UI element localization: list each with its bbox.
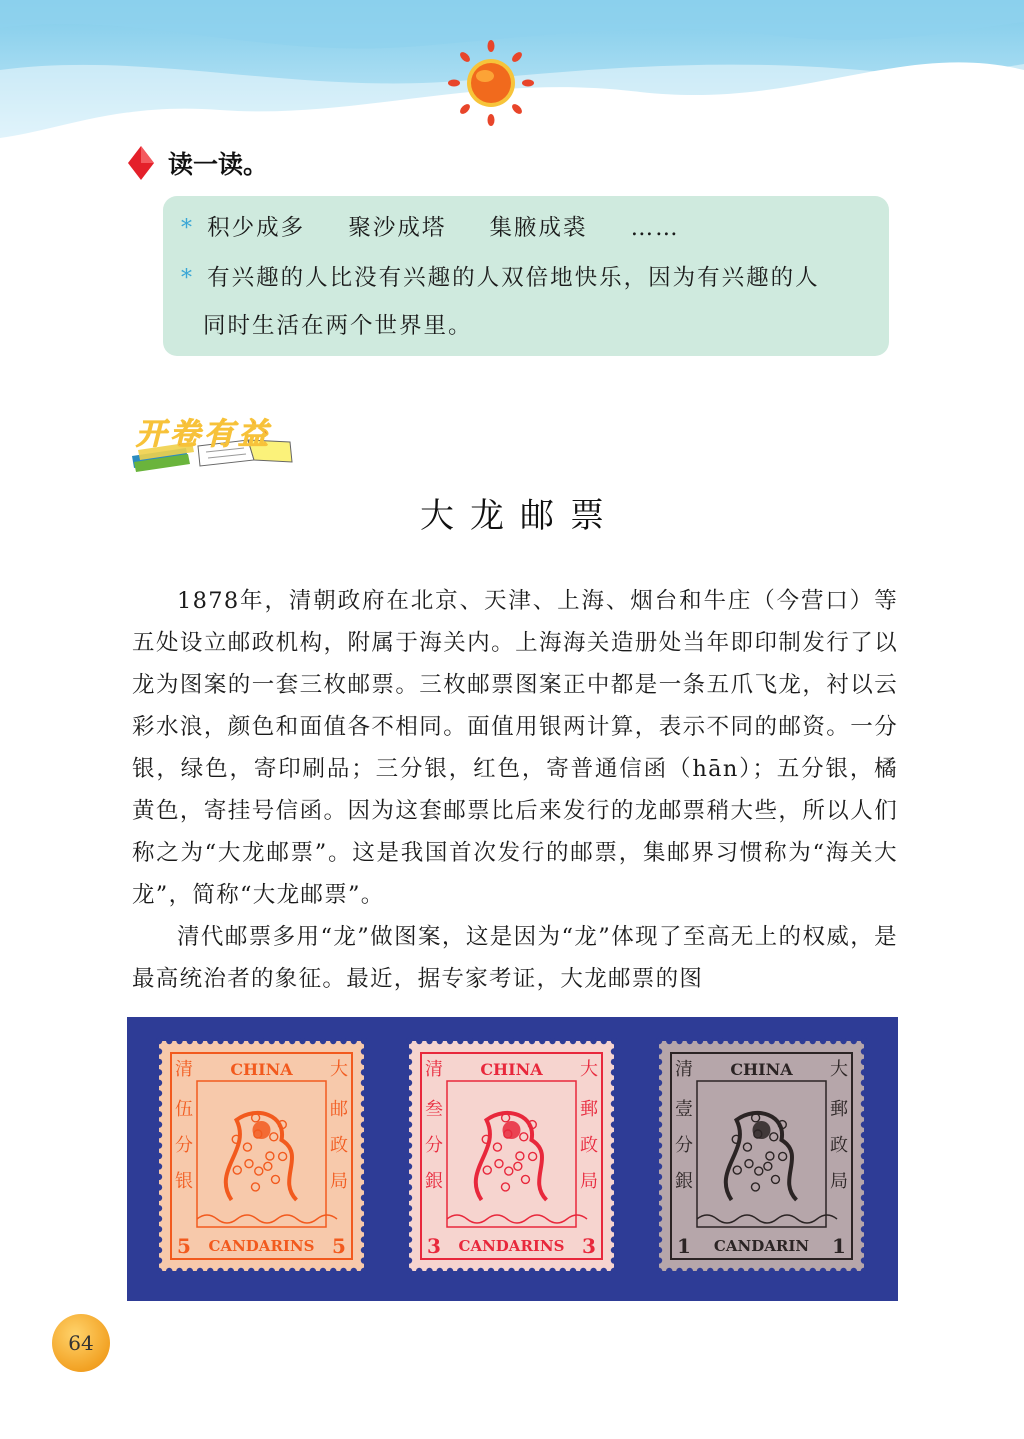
stamp-value-left: 5 [177,1234,191,1258]
quote-text: 有兴趣的人比没有兴趣的人双倍地快乐，因为有兴趣的人 [207,265,820,291]
sun-icon [448,40,534,126]
stamp-left-char: 分 [675,1135,693,1156]
stamp-right-char: 政 [330,1135,348,1156]
stamp-left-char: 清 [175,1059,193,1080]
section-logo-books [128,412,298,472]
stamp-right-char: 局 [830,1171,848,1192]
article-body [132,580,898,1000]
stamp-left-char: 壹 [675,1099,693,1120]
read-section-heading [128,143,268,183]
stamp-currency-label: CANDARIN [713,1237,810,1255]
stamp-value-right: 5 [332,1234,346,1258]
stamp-country-label: CHINA [480,1060,543,1079]
read-heading-text: 读一读。 [168,150,269,179]
page-number: 64 [68,1331,94,1355]
section-logo-text: 开卷有益 [136,417,272,452]
proverb-ellipsis: …… [630,215,680,241]
article-title: 大龙邮票 [420,496,620,536]
stamp-value-right: 3 [582,1234,596,1258]
stamp-right-char: 局 [580,1171,598,1192]
stamp-right-char: 大 [580,1059,598,1080]
stamp-currency-label: CANDARINS [208,1237,315,1255]
proverb: 积少成多 [207,215,306,241]
stamp [156,1038,367,1274]
stamp-panel [127,1017,898,1301]
proverb: 集腋成裘 [489,215,588,241]
stamp [656,1038,867,1274]
quote-box [163,196,889,356]
stamp-left-char: 银 [175,1171,193,1192]
stamp-left-char: 伍 [175,1099,193,1120]
stamp-right-char: 邮 [330,1099,348,1120]
quote-line-interest [181,260,820,292]
quote-text: 同时生活在两个世界里。 [203,313,473,339]
stamp-country-label: CHINA [730,1060,793,1079]
stamp-value-left: 3 [427,1234,441,1258]
stamp-right-char: 局 [330,1171,348,1192]
stamp-right-char: 郵 [580,1099,598,1120]
stamp-right-char: 大 [330,1059,348,1080]
stamp-right-char: 大 [830,1059,848,1080]
stamp-left-char: 銀 [425,1171,443,1192]
stamp-right-char: 政 [830,1135,848,1156]
stamp-left-char: 銀 [675,1171,693,1192]
proverb: 聚沙成塔 [348,215,447,241]
asterisk-bullet-icon: * [181,266,194,291]
asterisk-bullet-icon: * [181,216,194,241]
stamp-left-char: 清 [675,1059,693,1080]
article-paragraph: 1878年，清朝政府在北京、天津、上海、烟台和牛庄（今营口）等五处设立邮政机构，附属于海关内。上海海关造册处当年即印制发行了以龙为图案的一套三枚邮票。三枚邮票图案正中都是一条五爪飞龙，衬以云彩水浪，颜色和面值各不相同。面值用银两计算，表示不同的邮资。一分银，绿色，寄印刷品；三分银，红色，寄普通信函（hān）；五分银，橘黄色，寄挂号信函。因为这套邮票比后来发行的龙邮票稍大些，所以人们称之为“大龙邮票”。这是我国首次发行的邮票，集邮界习惯称为“海关大龙”，简称“大龙邮票”。 [132,588,898,908]
quote-line-interest-cont [203,308,473,340]
stamp-right-char: 郵 [830,1099,848,1120]
stamp-left-char: 清 [425,1059,443,1080]
stamp-left-char: 叁 [425,1099,443,1120]
stamp-currency-label: CANDARINS [458,1237,565,1255]
stamp-left-char: 分 [425,1135,443,1156]
page-number-badge [52,1314,110,1372]
quote-line-proverbs [181,210,680,242]
stamp-value-left: 1 [677,1234,691,1258]
stamp-left-char: 分 [175,1135,193,1156]
stamps-illustration [127,1017,898,1301]
red-diamond-icon [128,146,154,180]
stamp [406,1038,617,1274]
stamp-country-label: CHINA [230,1060,293,1079]
stamp-value-right: 1 [832,1234,846,1258]
stamp-right-char: 政 [580,1135,598,1156]
article-paragraph: 清代邮票多用“龙”做图案，这是因为“龙”体现了至高无上的权威，是最高统治者的象征。最近，据专家考证，大龙邮票的图 [132,924,898,992]
